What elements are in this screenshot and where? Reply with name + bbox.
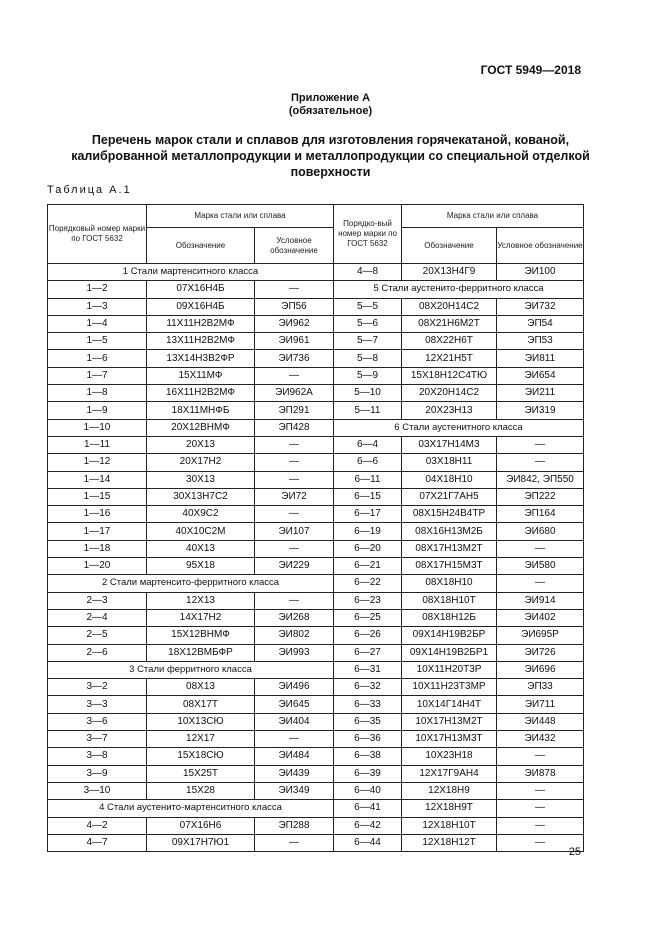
conventional-designation-cell: —: [255, 454, 334, 471]
conventional-designation-cell: ЭИ268: [255, 609, 334, 626]
order-number-cell: 1—9: [48, 402, 147, 419]
conventional-designation-cell: —: [497, 817, 584, 834]
conventional-designation-cell: ЭИ484: [255, 748, 334, 765]
document-title: Перечень марок стали и сплавов для изготовления горячекатаной, кованой, калиброванной металлопродукции и металлопродукции со специальной отделкой поверхности: [71, 133, 590, 179]
conventional-designation-cell: ЭИ842, ЭП550: [497, 471, 584, 488]
table-row: [48, 385, 584, 402]
grade-designation-cell: 08Х18Н12Б: [402, 609, 497, 626]
table-body: [48, 264, 584, 852]
table-row: [48, 419, 584, 436]
order-number-cell: 5—5: [334, 298, 402, 315]
conventional-designation-cell: ЭП288: [255, 817, 334, 834]
conventional-designation-cell: ЭИ711: [497, 696, 584, 713]
table-row: [48, 402, 584, 419]
grade-designation-cell: 15Х18Н12С4ТЮ: [402, 367, 497, 384]
grade-designation-cell: 13Х11Н2В2МФ: [147, 333, 255, 350]
grade-designation-cell: 12Х18Н9: [402, 782, 497, 799]
grade-designation-cell: 07Х16Н4Б: [147, 281, 255, 298]
order-number-cell: 1—7: [48, 367, 147, 384]
grade-designation-cell: 30Х13Н7С2: [147, 488, 255, 505]
section-heading: 6 Стали аустенитного класса: [334, 419, 584, 436]
conventional-designation-cell: —: [497, 748, 584, 765]
grade-designation-cell: 11Х11Н2В2МФ: [147, 315, 255, 332]
order-number-cell: 3—8: [48, 748, 147, 765]
conventional-designation-cell: ЭИ404: [255, 713, 334, 730]
order-number-cell: 6—35: [334, 713, 402, 730]
table-row: [48, 454, 584, 471]
order-number-cell: 6—6: [334, 454, 402, 471]
order-number-cell: 5—10: [334, 385, 402, 402]
grade-designation-cell: 08Х21Н6М2Т: [402, 315, 497, 332]
grade-designation-cell: 12Х18Н12Т: [402, 834, 497, 851]
table-row: [48, 436, 584, 453]
header-left-designation: Обозначение: [147, 228, 255, 264]
order-number-cell: 4—2: [48, 817, 147, 834]
grade-designation-cell: 15Х28: [147, 782, 255, 799]
section-heading: 2 Стали мартенсито-ферритного класса: [48, 575, 334, 592]
conventional-designation-cell: —: [255, 834, 334, 851]
grade-designation-cell: 08Х15Н24В4ТР: [402, 506, 497, 523]
conventional-designation-cell: ЭИ802: [255, 627, 334, 644]
grade-designation-cell: 10Х17Н13М3Т: [402, 731, 497, 748]
grade-designation-cell: 12Х18Н9Т: [402, 800, 497, 817]
order-number-cell: 6—38: [334, 748, 402, 765]
order-number-cell: 6—32: [334, 679, 402, 696]
table-row: [48, 540, 584, 557]
grade-designation-cell: 03Х18Н11: [402, 454, 497, 471]
conventional-designation-cell: ЭИ961: [255, 333, 334, 350]
grade-designation-cell: 95Х18: [147, 558, 255, 575]
grade-designation-cell: 08Х17Н15М3Т: [402, 558, 497, 575]
grade-designation-cell: 15Х12ВНМФ: [147, 627, 255, 644]
order-number-cell: 6—27: [334, 644, 402, 661]
table-label: Таблица А.1: [47, 184, 132, 196]
conventional-designation-cell: ЭИ695Р: [497, 627, 584, 644]
conventional-designation-cell: ЭИ993: [255, 644, 334, 661]
section-heading: 5 Стали аустенито-ферритного класса: [334, 281, 584, 298]
order-number-cell: 5—8: [334, 350, 402, 367]
order-number-cell: 1—2: [48, 281, 147, 298]
table-row: [48, 800, 584, 817]
conventional-designation-cell: ЭИ439: [255, 765, 334, 782]
conventional-designation-cell: ЭП222: [497, 488, 584, 505]
grade-designation-cell: 12Х13: [147, 592, 255, 609]
table-row: [48, 765, 584, 782]
table-row: [48, 679, 584, 696]
header-left-grade-group: Марка стали или сплава: [147, 205, 334, 228]
order-number-cell: 2—3: [48, 592, 147, 609]
grade-designation-cell: 08Х20Н14С2: [402, 298, 497, 315]
order-number-cell: 5—6: [334, 315, 402, 332]
conventional-designation-cell: ЭИ402: [497, 609, 584, 626]
grade-designation-cell: 12Х21Н5Т: [402, 350, 497, 367]
steel-grades-table: [47, 204, 584, 852]
conventional-designation-cell: ЭП54: [497, 315, 584, 332]
order-number-cell: 6—42: [334, 817, 402, 834]
section-heading: 4 Стали аустенито-мартенситного класса: [48, 800, 334, 817]
table-row: [48, 333, 584, 350]
grade-designation-cell: 40Х9С2: [147, 506, 255, 523]
conventional-designation-cell: —: [255, 592, 334, 609]
order-number-cell: 3—10: [48, 782, 147, 799]
order-number-cell: 6—25: [334, 609, 402, 626]
conventional-designation-cell: —: [497, 454, 584, 471]
table-row: [48, 575, 584, 592]
order-number-cell: 3—6: [48, 713, 147, 730]
grade-designation-cell: 15Х11МФ: [147, 367, 255, 384]
order-number-cell: 3—3: [48, 696, 147, 713]
order-number-cell: 6—19: [334, 523, 402, 540]
order-number-cell: 4—7: [48, 834, 147, 851]
grade-designation-cell: 08Х18Н10Т: [402, 592, 497, 609]
order-number-cell: 6—36: [334, 731, 402, 748]
conventional-designation-cell: ЭИ654: [497, 367, 584, 384]
conventional-designation-cell: —: [497, 575, 584, 592]
header-right-grade-group: Марка стали или сплава: [402, 205, 584, 228]
table-row: [48, 661, 584, 678]
table-row: [48, 367, 584, 384]
order-number-cell: 6—41: [334, 800, 402, 817]
table-row: [48, 350, 584, 367]
order-number-cell: 5—9: [334, 367, 402, 384]
grade-designation-cell: 09Х14Н19В2БР: [402, 627, 497, 644]
order-number-cell: 1—6: [48, 350, 147, 367]
order-number-cell: 6—31: [334, 661, 402, 678]
order-number-cell: 1—5: [48, 333, 147, 350]
grade-designation-cell: 16Х11Н2В2МФ: [147, 385, 255, 402]
conventional-designation-cell: —: [497, 834, 584, 851]
order-number-cell: 6—44: [334, 834, 402, 851]
order-number-cell: 6—23: [334, 592, 402, 609]
header-left-order: Порядковый номер марки по ГОСТ 5632: [48, 205, 147, 264]
conventional-designation-cell: —: [255, 731, 334, 748]
order-number-cell: 1—12: [48, 454, 147, 471]
table-row: [48, 488, 584, 505]
header-right-conventional: Условное обозначение: [497, 228, 584, 264]
grade-designation-cell: 20Х13: [147, 436, 255, 453]
conventional-designation-cell: ЭИ72: [255, 488, 334, 505]
conventional-designation-cell: ЭИ680: [497, 523, 584, 540]
section-heading: 1 Стали мартенситного класса: [48, 264, 334, 281]
conventional-designation-cell: ЭИ448: [497, 713, 584, 730]
conventional-designation-cell: —: [255, 471, 334, 488]
conventional-designation-cell: ЭП56: [255, 298, 334, 315]
grade-designation-cell: 20Х13Н4Г9: [402, 264, 497, 281]
table-row: [48, 592, 584, 609]
standard-code: ГОСТ 5949—2018: [480, 63, 581, 77]
grade-designation-cell: 10Х14Г14Н4Т: [402, 696, 497, 713]
order-number-cell: 1—17: [48, 523, 147, 540]
order-number-cell: 5—11: [334, 402, 402, 419]
grade-designation-cell: 15Х25Т: [147, 765, 255, 782]
header-right-order: Порядко-вый номер марки по ГОСТ 5632: [334, 205, 402, 264]
order-number-cell: 6—33: [334, 696, 402, 713]
conventional-designation-cell: ЭП164: [497, 506, 584, 523]
conventional-designation-cell: ЭИ319: [497, 402, 584, 419]
conventional-designation-cell: ЭИ696: [497, 661, 584, 678]
order-number-cell: 6—15: [334, 488, 402, 505]
order-number-cell: 1—3: [48, 298, 147, 315]
order-number-cell: 6—11: [334, 471, 402, 488]
grade-designation-cell: 14Х17Н2: [147, 609, 255, 626]
grade-designation-cell: 09Х14Н19В2БР1: [402, 644, 497, 661]
order-number-cell: 1—10: [48, 419, 147, 436]
order-number-cell: 2—5: [48, 627, 147, 644]
annex-status: (обязательное): [288, 105, 373, 117]
grade-designation-cell: 10Х11Н23Т3МР: [402, 679, 497, 696]
order-number-cell: 6—20: [334, 540, 402, 557]
grade-designation-cell: 09Х17Н7Ю1: [147, 834, 255, 851]
conventional-designation-cell: ЭИ432: [497, 731, 584, 748]
grade-designation-cell: 12Х17Г9АН4: [402, 765, 497, 782]
order-number-cell: 6—4: [334, 436, 402, 453]
section-heading: 3 Стали ферритного класса: [48, 661, 334, 678]
order-number-cell: 6—22: [334, 575, 402, 592]
grade-designation-cell: 08Х17Н13М2Т: [402, 540, 497, 557]
order-number-cell: 1—15: [48, 488, 147, 505]
conventional-designation-cell: —: [255, 367, 334, 384]
order-number-cell: 3—2: [48, 679, 147, 696]
conventional-designation-cell: —: [497, 436, 584, 453]
table-row: [48, 558, 584, 575]
grade-designation-cell: 13Х14Н3В2ФР: [147, 350, 255, 367]
conventional-designation-cell: ЭИ736: [255, 350, 334, 367]
grade-designation-cell: 12Х17: [147, 731, 255, 748]
conventional-designation-cell: ЭИ732: [497, 298, 584, 315]
grade-designation-cell: 20Х12ВНМФ: [147, 419, 255, 436]
page-number: 25: [568, 846, 581, 858]
order-number-cell: 1—20: [48, 558, 147, 575]
conventional-designation-cell: —: [255, 506, 334, 523]
order-number-cell: 3—9: [48, 765, 147, 782]
table-row: [48, 471, 584, 488]
grade-designation-cell: 08Х16Н13М2Б: [402, 523, 497, 540]
order-number-cell: 5—7: [334, 333, 402, 350]
header-left-conventional: Условное обозначение: [255, 228, 334, 264]
grade-designation-cell: 04Х18Н10: [402, 471, 497, 488]
grade-designation-cell: 03Х17Н14М3: [402, 436, 497, 453]
conventional-designation-cell: ЭП53: [497, 333, 584, 350]
order-number-cell: 6—21: [334, 558, 402, 575]
grade-designation-cell: 10Х11Н20Т3Р: [402, 661, 497, 678]
order-number-cell: 6—26: [334, 627, 402, 644]
conventional-designation-cell: ЭИ107: [255, 523, 334, 540]
conventional-designation-cell: ЭИ962А: [255, 385, 334, 402]
conventional-designation-cell: —: [255, 540, 334, 557]
conventional-designation-cell: ЭИ914: [497, 592, 584, 609]
header-right-designation: Обозначение: [402, 228, 497, 264]
grade-designation-cell: 08Х22Н6Т: [402, 333, 497, 350]
grade-designation-cell: 10Х17Н13М2Т: [402, 713, 497, 730]
grade-designation-cell: 10Х23Н18: [402, 748, 497, 765]
order-number-cell: 1—4: [48, 315, 147, 332]
order-number-cell: 2—6: [48, 644, 147, 661]
conventional-designation-cell: ЭИ496: [255, 679, 334, 696]
conventional-designation-cell: ЭИ100: [497, 264, 584, 281]
grade-designation-cell: 07Х16Н6: [147, 817, 255, 834]
grade-designation-cell: 20Х20Н14С2: [402, 385, 497, 402]
table-row: [48, 782, 584, 799]
order-number-cell: 6—17: [334, 506, 402, 523]
conventional-designation-cell: —: [255, 436, 334, 453]
conventional-designation-cell: ЭИ878: [497, 765, 584, 782]
order-number-cell: 1—16: [48, 506, 147, 523]
grade-designation-cell: 15Х18СЮ: [147, 748, 255, 765]
table-row: [48, 834, 584, 851]
table-row: [48, 281, 584, 298]
table-row: [48, 315, 584, 332]
table-row: [48, 609, 584, 626]
conventional-designation-cell: ЭИ349: [255, 782, 334, 799]
order-number-cell: 1—8: [48, 385, 147, 402]
table-row: [48, 731, 584, 748]
conventional-designation-cell: —: [255, 281, 334, 298]
order-number-cell: 1—11: [48, 436, 147, 453]
order-number-cell: 6—39: [334, 765, 402, 782]
table-row: [48, 748, 584, 765]
table-row: [48, 523, 584, 540]
conventional-designation-cell: ЭИ229: [255, 558, 334, 575]
order-number-cell: 3—7: [48, 731, 147, 748]
table-row: [48, 713, 584, 730]
conventional-designation-cell: —: [497, 800, 584, 817]
table-row: [48, 264, 584, 281]
table-row: [48, 817, 584, 834]
order-number-cell: 6—40: [334, 782, 402, 799]
conventional-designation-cell: ЭИ726: [497, 644, 584, 661]
grade-designation-cell: 40Х13: [147, 540, 255, 557]
grade-designation-cell: 08Х18Н10: [402, 575, 497, 592]
table-row: [48, 627, 584, 644]
conventional-designation-cell: ЭП291: [255, 402, 334, 419]
conventional-designation-cell: —: [497, 540, 584, 557]
grade-designation-cell: 20Х23Н13: [402, 402, 497, 419]
table-row: [48, 298, 584, 315]
order-number-cell: 4—8: [334, 264, 402, 281]
grade-designation-cell: 08Х13: [147, 679, 255, 696]
table-row: [48, 644, 584, 661]
grade-designation-cell: 09Х16Н4Б: [147, 298, 255, 315]
grade-designation-cell: 07Х21Г7АН5: [402, 488, 497, 505]
conventional-designation-cell: ЭИ645: [255, 696, 334, 713]
conventional-designation-cell: ЭИ962: [255, 315, 334, 332]
table-header-row: [48, 205, 584, 228]
conventional-designation-cell: ЭИ811: [497, 350, 584, 367]
order-number-cell: 1—18: [48, 540, 147, 557]
order-number-cell: 2—4: [48, 609, 147, 626]
grade-designation-cell: 18Х11МНФБ: [147, 402, 255, 419]
grade-designation-cell: 40Х10С2М: [147, 523, 255, 540]
grade-designation-cell: 18Х12ВМБФР: [147, 644, 255, 661]
order-number-cell: 1—14: [48, 471, 147, 488]
table-row: [48, 506, 584, 523]
table-row: [48, 696, 584, 713]
conventional-designation-cell: ЭИ211: [497, 385, 584, 402]
grade-designation-cell: 10Х13СЮ: [147, 713, 255, 730]
grade-designation-cell: 20Х17Н2: [147, 454, 255, 471]
grade-designation-cell: 12Х18Н10Т: [402, 817, 497, 834]
annex-title: Приложение А: [290, 92, 371, 104]
conventional-designation-cell: —: [497, 782, 584, 799]
conventional-designation-cell: ЭП33: [497, 679, 584, 696]
conventional-designation-cell: ЭИ580: [497, 558, 584, 575]
grade-designation-cell: 30Х13: [147, 471, 255, 488]
conventional-designation-cell: ЭП428: [255, 419, 334, 436]
grade-designation-cell: 08Х17Т: [147, 696, 255, 713]
